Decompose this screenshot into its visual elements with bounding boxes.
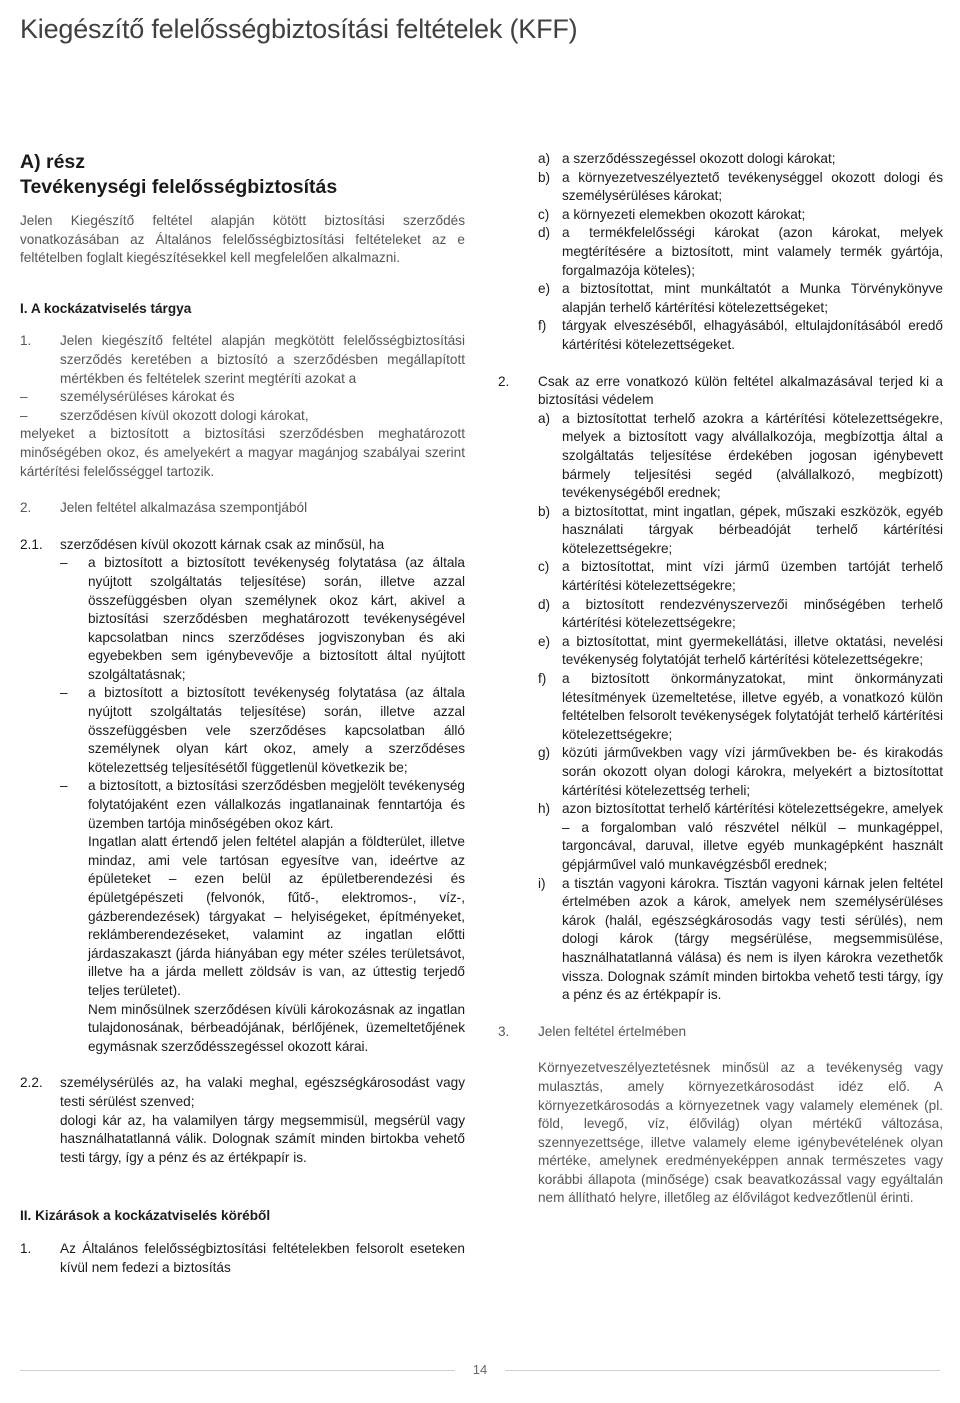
clause-ii-1 [20,1240,465,1277]
part-title-line2: Tevékenységi felelősségbiztosítás [20,176,338,198]
clause-number: 1. [20,333,32,349]
list-item: f) a biztosított önkormányzatokat, mint önkormányzati létesítmények üzemeltetése, illetve egyéb, a vonatkozó külön feltételben felsorolt tevékenységek folytatóját terhelő kártérítési kötelezettségekre; [538,671,943,742]
dash-item: – szerződésen kívül okozott dologi károkat, [20,407,465,426]
clause-2-1 [20,536,465,555]
list-item: b) a környezetveszélyeztető tevékenységgel okozott dologi és személysérüléses károkat; [538,169,943,204]
ingatlan-paragraph: Ingatlan alatt értendő jelen feltétel alapján a földterület, illetve mindaz, ami vele tartósan egyesítve van, ideértve az épületeket – ezen belül az épületberendezési és épületgépészeti (felvonók, fűtő-, elektromos-, víz-, gázberendezések) tárgyakat – helyiségeket, építményeket, reklámberendezéseket, valamint az ingatlan előtti járdaszakaszt (járda hiányában egy méter széles területsávot, illetve ha a járda mellett zöldsáv is van, az úttestig terjedő teljes területet). [88,834,465,998]
clause-text: személysérülés az, ha valaki meghal, egészségkárosodást vagy testi sérülést szenved; [60,1075,465,1109]
dash-text: a biztosított a biztosított tevékenység folytatása (az általa nyújtott szolgáltatás teljesítése) során, illetve azzal összefüggésben olyan személynek okoz kárt, akivel a biztosítási szerződésben meghatározott tevékenységével kapcsolatban nincs szerződéses jogviszonyban és aki egyebekben sem igénybevevője a biztosított által nyújtott szolgáltatásnak; [88,555,465,682]
list-item: a) a biztosítottat terhelő azokra a kártérítési kötelezettségekre, melyek a biztosított vagy alvállalkozója, megbízottja által a szolgáltatás teljesítése érdekében jogosan igénybevett bármely teljesítési segéd (alvállalkozó, megbízott) tevékenységéből erednek; [538,410,943,501]
extension-list [538,410,943,1005]
dash-text: a biztosított, a biztosítási szerződésben megjelölt tevékenység folytatójaként ezen vállalkozás ingatlanainak fenntartója és üzemben tartója minőségében okoz kárt. [88,778,465,831]
list-item: a) a szerződésszegéssel okozott dologi károkat; [538,151,836,166]
clause-text: Jelen feltétel értelmében [538,1023,687,1039]
clause-2 [20,499,465,518]
clause-text: szerződésen kívül okozott kárnak csak az minősül, ha [60,536,385,552]
exclusion-list [538,150,943,355]
dash-text: a biztosított a biztosított tevékenység folytatása (az általa nyújtott szolgáltatás teljesítése) során, illetve azzal összefüggésben vele szerződéses kapcsolatban álló személynek olyan kárt okoz, amely a szerződéses kötelezettség teljesítésétől függetlenül következik be; [88,685,465,775]
list-item: d) a termékfelelősségi károkat (azon károkat, melyek megtérítésére a biztosított, mint valamely termék gyártója, forgalmazója köteles); [538,225,943,278]
list-item: f) tárgyak elveszéséből, elhagyásából, eltulajdonításából eredő kártérítési kötelezettségeket. [538,318,943,352]
clause-1 [20,332,465,388]
left-column [20,150,465,1277]
clause-2-2 [20,1074,465,1167]
clause-number: 2. [498,373,510,389]
list-item: c) a környezeti elemekben okozott károkat; [538,206,806,222]
list-item: c) a biztosítottat, mint vízi jármű üzemben tartóját terhelő kártérítési kötelezettségekre; [538,559,943,594]
dash-item: – személysérüléses károkat és [20,388,465,407]
page-number: 14 [472,1362,488,1377]
clause-number: 2. [20,500,32,516]
clause-number: 3. [498,1023,510,1039]
page-title: Kiegészítő felelősségbiztosítási feltételek (KFF) [20,14,578,44]
clause-ii-3 [498,1023,943,1042]
dash-text: szerződésen kívül okozott dologi károkat, [60,407,309,423]
list-item: i) a tisztán vagyoni károkra. Tisztán vagyoni kárnak jelen feltétel értelmében azok a károk, amelyek nem személysérüléses károk (halál, egészségkárosodás vagy testi sérülés), nem dologi károk (tárgy megsérülése, megsemmisülése, használhatatlanná válása) és nem is ilyen károkra vezethetők vissza. Dolognak számít minden birtokba vehető testi tárgy, így a pénz és az értékpapír is. [538,875,943,1003]
clause-ii-2 [498,373,943,410]
list-item: b) a biztosítottat, mint ingatlan, gépek, műszaki eszközök, egyéb használati tárgyak bérbeadóját terhelő kártérítési kötelezettségekre; [538,503,943,556]
definition-paragraph: Környezetveszélyeztetésnek minősül az a tevékenység vagy mulasztás, amely környezetkárosodást idéz elő. A környezetkárosodás a környezetnek vagy valamely elemének (pl. föld, levegő, víz, élővilág) olyan mértékű változása, szennyezettsége, illetve valamely eleme igénybevételének olyan mértéke, amelynek eredményeképpen annak természetes vagy korábbi állapota (minősége) csak beavatkozással vagy egyáltalán nem állítható helyre, illetőleg az élővilágot kedvezőtlenül érinti. [538,1060,943,1206]
clause-number: 2.2. [20,1075,43,1091]
dash-item: – a biztosított a biztosított tevékenység folytatása (az általa nyújtott szolgáltatás teljesítése) során, illetve azzal összefüggésben olyan személynek okoz kárt, akivel a biztosítási szerződésben meghatározott tevékenységével kapcsolatban nincs szerződéses jogviszonyban és aki egyebekben sem igénybevevője a biztosított által nyújtott szolgáltatásnak; [60,554,465,684]
part-title-line1: A) rész [20,151,86,173]
clause-text: Csak az erre vonatkozó külön feltétel alkalmazásával terjed ki a biztosítási védelem [538,373,943,408]
nem-paragraph: Nem minősülnek szerződésen kívüli károkozásnak az ingatlan tulajdonosának, bérbeadójának, bérlőjének, üzemeltetőjének egymásnak szerződésszegéssel okozott kárai. [88,1001,465,1054]
dash-text: személysérüléses károkat és [60,389,235,405]
clause-number: 2.1. [20,536,43,552]
dash-item: – a biztosított, a biztosítási szerződésben megjelölt tevékenység folytatójaként ezen vállalkozás ingatlanainak fenntartója és üzemben tartója minőségében okoz kárt. [60,777,465,833]
clause-tail: melyeket a biztosított a biztosítási szerződésben meghatározott minőségében okoz, és amelyekért a magyar magánjog szabályai szerint kártérítési felelősséggel tartozik. [20,426,465,479]
list-item: h) azon biztosítottat terhelő kártérítési kötelezettségekre, amelyek – a forgalomban való részvétel nélkül – munkagéppel, targoncával, daruval, illetve egyéb munkagépként használt gépjárművel való munkavégzésből erednek; [538,801,943,872]
section-heading-1: I. A kockázatviselés tárgya [20,300,192,316]
section-heading-2: II. Kizárások a kockázatviselés köréből [20,1208,271,1224]
clause-text: Jelen feltétel alkalmazása szempontjából [60,500,308,516]
list-item: g) közúti járművekben vagy vízi járművekben be- és kirakodás során okozott olyan dologi károkra, melyekért a biztosítottat kártérítési kötelezettség terheli; [538,745,943,798]
clause-text: dologi kár az, ha valamilyen tárgy megsemmisül, megsérül vagy használhatatlanná válik. Dolognak számít minden birtokba vehető testi tárgy, így a pénz és az értékpapír is. [60,1112,465,1165]
clause-text: Az Általános felelősségbiztosítási feltételekben felsorolt eseteken kívül nem fedezi a biztosítás [60,1240,465,1275]
clause-text: Jelen kiegészítő feltétel alapján megkötött felelősségbiztosítási szerződés keretében a biztosító a szerződésben megállapított mértékben és feltételek szerint megtéríti azokat a [60,333,465,386]
list-item: d) a biztosított rendezvényszervezői minőségében terhelő kártérítési kötelezettségekre; [538,596,943,631]
dash-item: – a biztosított a biztosított tevékenység folytatása (az általa nyújtott szolgáltatás teljesítése) során, illetve azzal összefüggésben vele szerződéses kapcsolatban álló személynek olyan kárt okoz, amely a szerződéses kötelezettség teljesítésétől függetlenül következik be; [60,684,465,777]
list-item: e) a biztosítottat, mint munkáltatót a Munka Törvénykönyve alapján terhelő kártérítési kötelezettségeket; [538,281,943,315]
intro-paragraph: Jelen Kiegészítő feltétel alapján kötött biztosítási szerződés vonatkozásában az Általános felelősségbiztosítási feltételeket az e feltételben foglalt kiegészítésekkel kell megfelelően alkalmazni. [20,213,465,266]
clause-number: 1. [20,1240,32,1256]
list-item: e) a biztosítottat, mint gyermekellátási, illetve oktatási, nevelési tevékenység folytatóját terhelő kártérítési kötelezettségekre; [538,633,943,668]
part-title [20,150,465,200]
right-column [498,150,943,1208]
